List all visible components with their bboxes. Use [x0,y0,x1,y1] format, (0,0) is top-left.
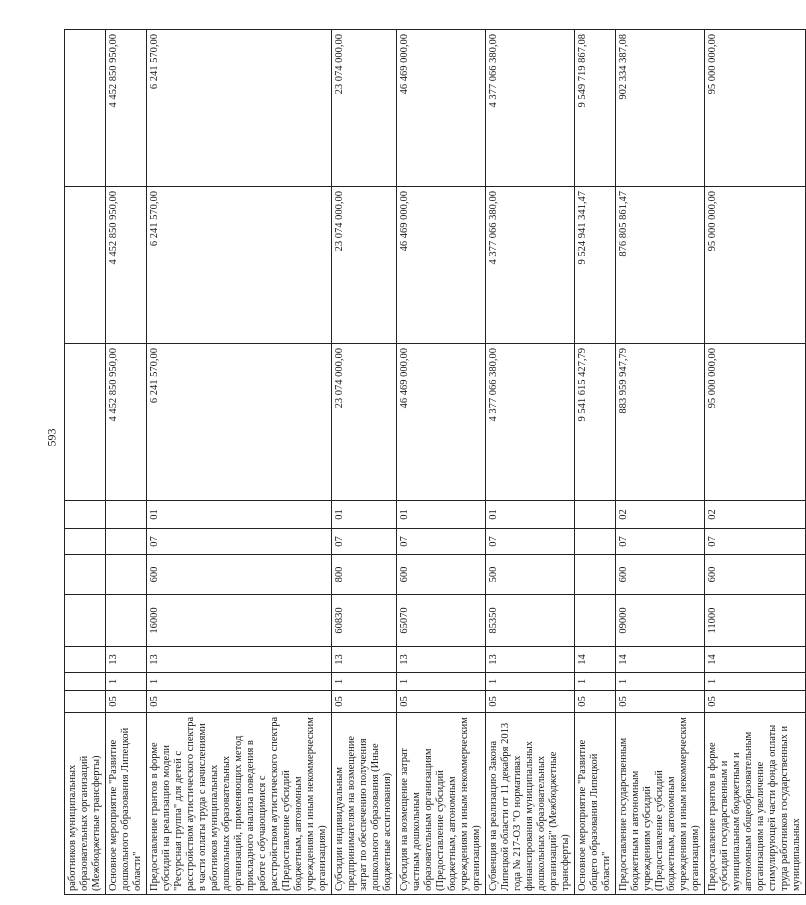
section-code: 07 [147,529,332,555]
rotated-page-area [64,30,802,895]
subprogram-code [65,673,106,691]
section-code: 07 [705,529,806,555]
main-event-code: 14 [616,647,705,673]
program-code: 05 [616,691,705,713]
subsection-code: 02 [705,501,806,529]
table-row [575,30,616,895]
amount-2: 23 074 000,00 [332,187,397,344]
subprogram-code: 1 [486,673,575,691]
direction-code [65,595,106,647]
table-row [486,30,575,895]
row-name: Предоставление грантов в форме субсидий на реализацию модели "Ресурсная группа" для детей с расстройством аутистического спектра в части оплаты труда с начислениями работников муниципальных дошкольных образовательных организаций, применяющих метод прикладного анализа поведения в работе с обучающимися с расстройством аутистического спектра (Предоставление субсидий бюджетным, автономным учреждениям и иным некоммерческим организациям) [147,713,332,895]
amount-1: 4 377 066 380,00 [486,344,575,501]
table-row [147,30,332,895]
subprogram-code: 1 [705,673,806,691]
subsection-code: 01 [397,501,486,529]
amount-1: 4 452 850 950,00 [106,344,147,501]
direction-code: 11000 [705,595,806,647]
expense-type-code [106,555,147,595]
table-row [65,30,106,895]
subsection-code: 01 [147,501,332,529]
expense-type-code: 500 [486,555,575,595]
row-name: Субсидия на возмещение затрат частным дошкольным образовательным организациям (Предоставление субсидий бюджетным, автономным учреждениям и иным некоммерческим организациям) [397,713,486,895]
row-name: Предоставление грантов в форме субсидий государственным и муниципальным бюджетным и автономным общеобразовательным организациям на увеличение стимулирующей части фонда оплаты труда работников государственных и муниципальных [705,713,806,895]
main-event-code [65,647,106,673]
main-event-code: 14 [575,647,616,673]
amount-2: 6 241 570,00 [147,187,332,344]
main-event-code: 13 [397,647,486,673]
expense-type-code [65,555,106,595]
budget-table [64,29,806,895]
amount-1: 23 074 000,00 [332,344,397,501]
direction-code: 65070 [397,595,486,647]
amount-1 [65,344,106,501]
program-code: 05 [332,691,397,713]
section-code: 07 [332,529,397,555]
amount-1: 883 959 947,79 [616,344,705,501]
row-name: Предоставление государственным бюджетным и автономным учреждениям субсидий (Предоставление субсидий бюджетным, автономным учреждениям и иным некоммерческим организациям) [616,713,705,895]
subsection-code [575,501,616,529]
amount-1: 46 469 000,00 [397,344,486,501]
amount-3: 9 549 719 867,08 [575,30,616,187]
amount-2 [65,187,106,344]
section-code: 07 [397,529,486,555]
direction-code: 60830 [332,595,397,647]
amount-3: 46 469 000,00 [397,30,486,187]
section-code [106,529,147,555]
main-event-code: 13 [332,647,397,673]
direction-code: 16000 [147,595,332,647]
expense-type-code: 600 [397,555,486,595]
expense-type-code [575,555,616,595]
program-code: 05 [147,691,332,713]
subsection-code: 01 [332,501,397,529]
amount-2: 4 452 850 950,00 [106,187,147,344]
amount-1: 6 241 570,00 [147,344,332,501]
section-code [65,529,106,555]
section-code: 07 [486,529,575,555]
program-code [65,691,106,713]
direction-code [575,595,616,647]
amount-1: 9 541 615 427,79 [575,344,616,501]
amount-3: 95 000 000,00 [705,30,806,187]
row-name: работников муниципальных образовательных организаций (Межбюджетные трансферты) [65,713,106,895]
main-event-code: 13 [486,647,575,673]
expense-type-code: 600 [705,555,806,595]
main-event-code: 13 [147,647,332,673]
section-code: 07 [616,529,705,555]
amount-3: 6 241 570,00 [147,30,332,187]
subsection-code [106,501,147,529]
subprogram-code: 1 [397,673,486,691]
direction-code: 85350 [486,595,575,647]
program-code: 05 [575,691,616,713]
table-row [332,30,397,895]
main-event-code: 14 [705,647,806,673]
amount-2: 95 000 000,00 [705,187,806,344]
expense-type-code: 600 [616,555,705,595]
main-event-code: 13 [106,647,147,673]
section-code [575,529,616,555]
table-row [616,30,705,895]
amount-3 [65,30,106,187]
expense-type-code: 800 [332,555,397,595]
amount-3: 902 334 387,08 [616,30,705,187]
amount-2: 4 377 066 380,00 [486,187,575,344]
page-number: 593 [44,428,59,447]
subsection-code: 01 [486,501,575,529]
amount-3: 23 074 000,00 [332,30,397,187]
subprogram-code: 1 [616,673,705,691]
amount-2: 46 469 000,00 [397,187,486,344]
row-name: Основное мероприятие "Развитие дошкольного образования Липецкой области" [106,713,147,895]
subprogram-code: 1 [332,673,397,691]
program-code: 05 [106,691,147,713]
amount-3: 4 452 850 950,00 [106,30,147,187]
program-code: 05 [486,691,575,713]
subprogram-code: 1 [575,673,616,691]
program-code: 05 [397,691,486,713]
expense-type-code: 600 [147,555,332,595]
amount-2: 876 805 861,47 [616,187,705,344]
table-row [106,30,147,895]
rotated-table-container [64,30,802,895]
subsection-code: 02 [616,501,705,529]
row-name: Основное мероприятие "Развитие общего образования Липецкой области" [575,713,616,895]
amount-2: 9 524 941 341,47 [575,187,616,344]
direction-code: 09000 [616,595,705,647]
row-name: Субсидии индивидуальным предпринимателям на возмещение затрат по обеспечению получения дошкольного образования (Иные бюджетные ассигнования) [332,713,397,895]
program-code: 05 [705,691,806,713]
subsection-code [65,501,106,529]
amount-1: 95 000 000,00 [705,344,806,501]
subprogram-code: 1 [147,673,332,691]
amount-3: 4 377 066 380,00 [486,30,575,187]
table-row [705,30,806,895]
subprogram-code: 1 [106,673,147,691]
direction-code [106,595,147,647]
table-row [397,30,486,895]
row-name: Субвенция на реализацию Закона Липецкой области от 11 декабря 2013 года № 217-ОЗ "О нормативах финансирования муниципальных дошкольных образовательных организаций" (Межбюджетные трансферты) [486,713,575,895]
